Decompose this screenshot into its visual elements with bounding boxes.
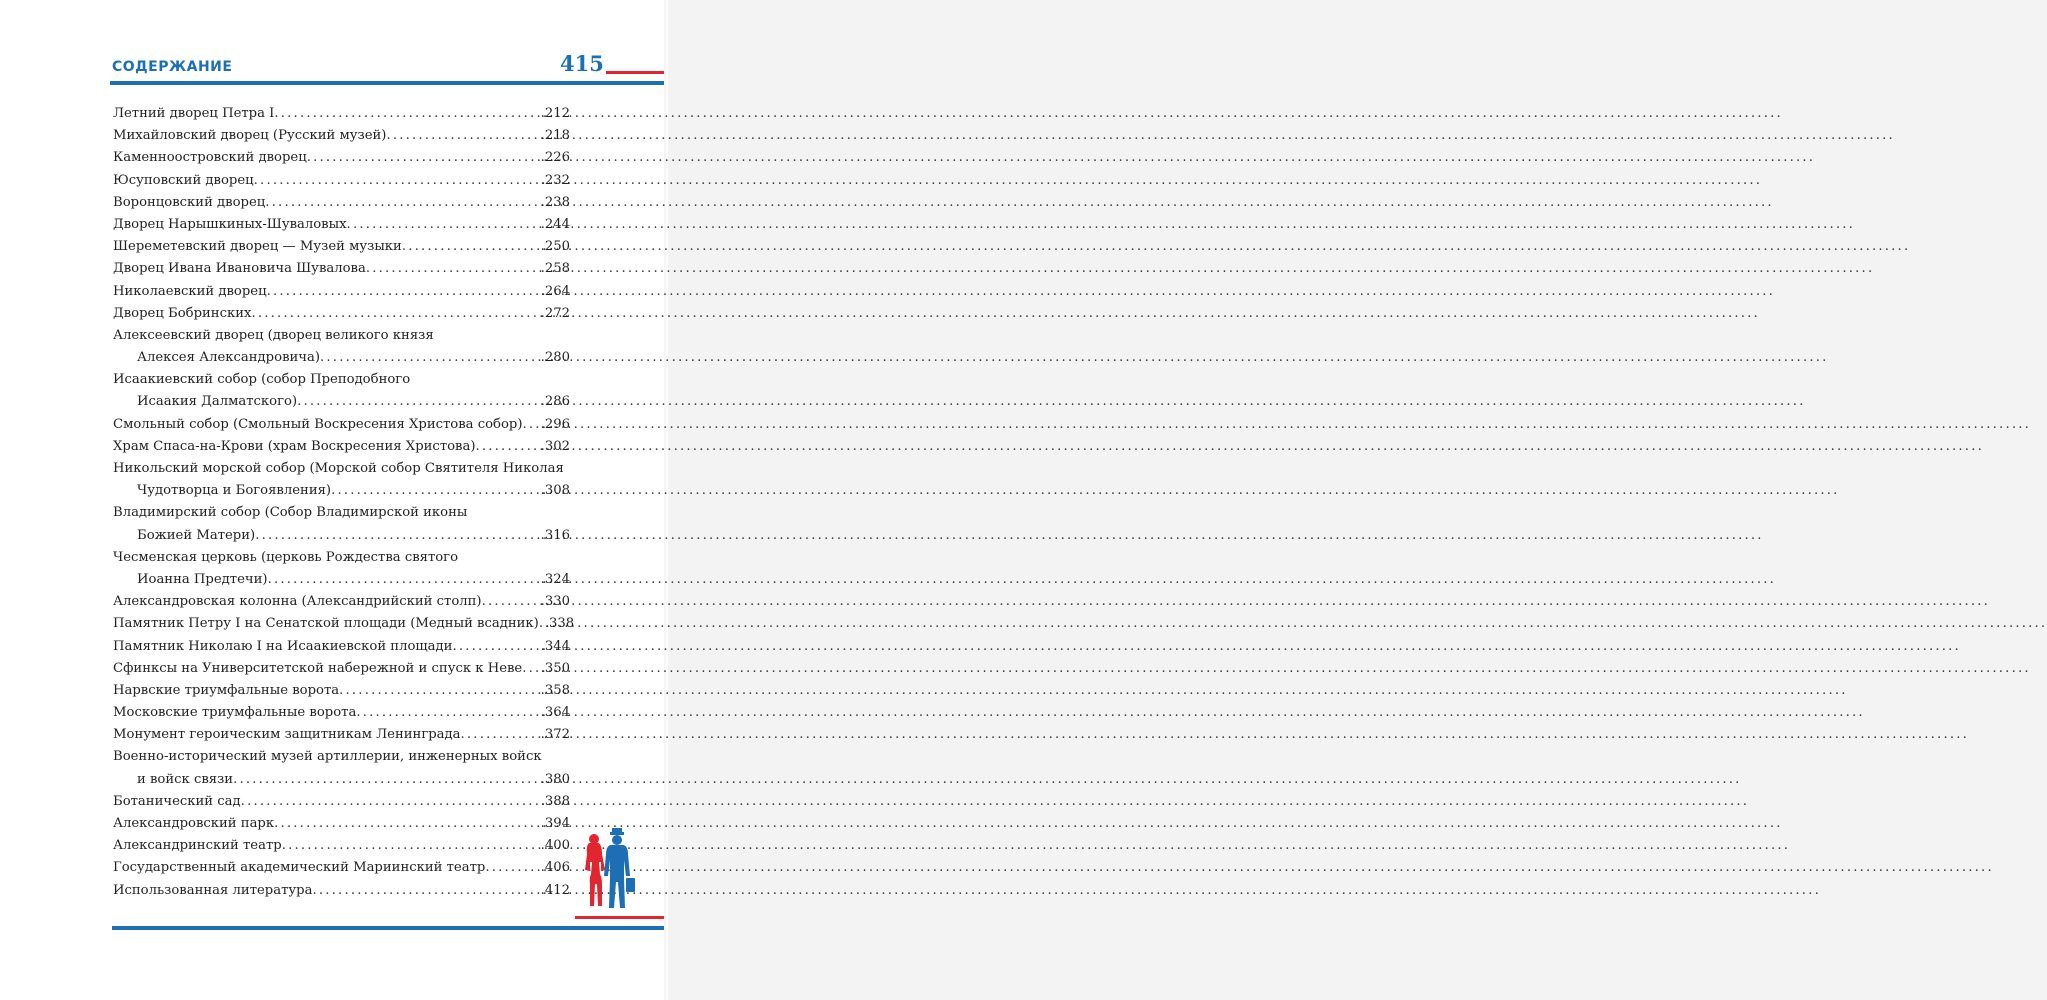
toc-page-number: .232 — [540, 172, 570, 188]
page-number: 415 — [560, 51, 604, 76]
toc-dot-leader — [312, 880, 540, 902]
toc-entry — [113, 103, 570, 125]
toc-entry-title: Исаакиевский собор (собор Преподобного — [113, 372, 411, 388]
toc-page-number: .218 — [540, 128, 570, 144]
toc-page-number: .372 — [540, 727, 570, 743]
toc-entry-title: Московские триумфальные ворота — [113, 705, 357, 721]
toc-page-number: .324 — [540, 571, 570, 587]
toc-entry-title: Монумент героическим защитникам Ленинграда — [113, 727, 461, 743]
toc-entry — [113, 214, 570, 236]
toc-entry — [113, 436, 570, 458]
toc-dot-leader — [347, 214, 541, 236]
table-of-contents — [113, 103, 575, 902]
book-page — [0, 0, 668, 1000]
toc-page-number: .296 — [540, 416, 570, 432]
toc-entry-title: Шереметевский дворец — Музей музыки — [113, 239, 402, 255]
toc-dot-leader — [482, 591, 541, 613]
toc-entry — [113, 880, 570, 902]
toc-entry — [113, 192, 570, 214]
toc-dot-leader — [331, 480, 541, 502]
toc-entry — [113, 702, 570, 724]
toc-entry-title: Храм Спаса-на-Крови (храм Воскресения Христова) — [113, 438, 476, 454]
toc-entry-title: Дворец Бобринских — [113, 305, 252, 321]
toc-entry — [113, 724, 570, 746]
toc-page-number: .358 — [540, 682, 570, 698]
toc-page-number: .212 — [540, 106, 570, 121]
toc-dot-leader — [274, 103, 540, 125]
toc-dot-leader — [402, 236, 541, 258]
toc-entry — [113, 680, 570, 702]
toc-entry — [113, 591, 570, 613]
toc-entry-title: Юсуповский дворец — [113, 172, 254, 188]
toc-entry-title: Воронцовский дворец — [113, 194, 266, 210]
toc-page-number: .272 — [540, 305, 570, 321]
toc-entry-title: Иоанна Предтечи) — [137, 571, 268, 587]
toc-entry-title: Смольный собор (Смольный Воскресения Христова собор) — [113, 416, 523, 432]
toc-dot-leader — [274, 813, 541, 835]
toc-page-number: .406 — [540, 860, 570, 876]
toc-entry-title: Каменноостровский дворец — [113, 150, 307, 166]
toc-entry-title: Божией Матери) — [137, 527, 256, 543]
toc-entry — [113, 281, 570, 303]
toc-dot-leader — [307, 147, 541, 169]
toc-page-number: .400 — [540, 838, 570, 854]
toc-entry — [113, 547, 570, 569]
toc-entry — [113, 369, 570, 391]
toc-page-number: .308 — [540, 483, 570, 499]
toc-entry-title: Чудотворца и Богоявления) — [137, 483, 332, 499]
toc-entry — [113, 458, 570, 480]
toc-dot-leader — [523, 414, 541, 436]
toc-dot-leader — [356, 702, 540, 724]
toc-page-number: .316 — [540, 527, 570, 543]
toc-entry-title: Владимирский собор (Собор Владимирской иконы — [113, 505, 468, 521]
toc-entry-title: Памятник Николаю I на Исаакиевской площади — [113, 638, 453, 654]
toc-dot-leader — [320, 347, 541, 369]
toc-dot-leader — [241, 791, 541, 813]
toc-entry-title: Сфинксы на Университетской набережной и спуск к Неве — [113, 660, 523, 676]
toc-page-number: .244 — [540, 216, 570, 232]
toc-entry — [113, 236, 570, 258]
toc-page-number: .380 — [540, 771, 570, 787]
toc-entry — [113, 769, 570, 791]
toc-dot-leader — [268, 569, 541, 591]
toc-entry — [113, 746, 570, 768]
toc-dot-leader — [339, 680, 541, 702]
toc-entry — [113, 391, 570, 413]
toc-dot-leader — [386, 125, 540, 147]
toc-page-number: .388 — [540, 793, 570, 809]
toc-entry-title: Алексея Александровича) — [137, 350, 321, 366]
toc-page-number: .350 — [540, 660, 570, 676]
toc-dot-leader — [267, 281, 541, 303]
header-red-stripe — [606, 71, 664, 74]
toc-entry-title: Летний дворец Петра I — [113, 106, 275, 121]
toc-entry — [113, 480, 570, 502]
header-blue-rule — [110, 81, 664, 85]
toc-dot-leader — [366, 258, 541, 280]
toc-entry — [113, 125, 570, 147]
toc-entry — [113, 325, 570, 347]
toc-page-number: .226 — [540, 150, 570, 166]
toc-dot-leader — [254, 170, 541, 192]
toc-entry — [113, 170, 570, 192]
toc-page-number: .250 — [540, 239, 570, 255]
toc-entry — [113, 791, 570, 813]
toc-entry-title: и войск связи — [137, 771, 234, 787]
toc-entry-title: Чесменская церковь (церковь Рождества святого — [113, 549, 459, 565]
toc-page-number: .258 — [540, 261, 570, 277]
toc-entry — [113, 636, 570, 658]
toc-entry — [113, 502, 570, 524]
header-title: СОДЕРЖАНИЕ — [112, 59, 233, 75]
toc-entry — [113, 147, 570, 169]
toc-dot-leader — [461, 724, 541, 746]
toc-dot-leader — [522, 658, 540, 680]
toc-page-number: .264 — [540, 283, 570, 299]
footer-blue-rule — [112, 926, 664, 930]
toc-dot-leader — [485, 857, 540, 879]
toc-dot-leader — [265, 192, 540, 214]
toc-page-number: .412 — [540, 882, 570, 898]
toc-entry — [113, 414, 570, 436]
toc-entry — [113, 347, 570, 369]
toc-page-number: .330 — [540, 594, 570, 610]
toc-entry-title: Военно-исторический музей артиллерии, инженерных войск — [113, 749, 542, 765]
toc-entry-title: Дворец Ивана Ивановича Шувалова — [113, 261, 366, 277]
toc-page-number: .364 — [540, 705, 570, 721]
toc-dot-leader — [297, 391, 541, 413]
toc-entry — [113, 857, 570, 879]
toc-entry-title: Александровская колонна (Александрийский столп) — [113, 594, 482, 610]
toc-entry-title: Михайловский дворец (Русский музей) — [113, 128, 387, 144]
toc-entry-title: Нарвские триумфальные ворота — [113, 682, 340, 698]
toc-entry — [113, 613, 575, 635]
toc-page-number: .338 — [544, 616, 575, 632]
toc-entry-title: Государственный академический Мариинский театр — [113, 860, 486, 876]
toc-entry — [113, 258, 570, 280]
toc-entry-title: Памятник Петру I на Сенатской площади (Медный всадник) — [113, 616, 539, 632]
toc-entry-title: Использованная литература — [113, 882, 313, 898]
toc-entry-title: Исаакия Далматского) — [137, 394, 298, 410]
toc-page-number: .280 — [540, 350, 570, 366]
footer-red-stripe — [575, 916, 664, 919]
toc-entry — [113, 569, 570, 591]
couple-silhouette-icon — [575, 832, 637, 910]
toc-dot-leader — [233, 769, 541, 791]
toc-page-number: .238 — [540, 194, 570, 210]
toc-entry — [113, 813, 570, 835]
toc-entry-title: Дворец Нарышкиных-Шуваловых — [113, 216, 347, 232]
toc-dot-leader — [251, 303, 540, 325]
toc-page-number: .344 — [540, 638, 570, 654]
toc-entry-title: Александринский театр — [113, 838, 282, 854]
toc-page-number: .286 — [540, 394, 570, 410]
toc-entry — [113, 658, 570, 680]
toc-entry-title: Ботанический сад — [113, 793, 241, 809]
toc-page-number: .302 — [540, 438, 570, 454]
toc-dot-leader — [452, 636, 540, 658]
toc-entry-title: Александровский парк — [113, 816, 275, 831]
toc-page-number: .394 — [540, 816, 570, 831]
toc-entry-title: Николаевский дворец — [113, 283, 267, 299]
toc-dot-leader — [255, 525, 540, 547]
toc-entry — [113, 303, 570, 325]
toc-entry — [113, 835, 570, 857]
toc-entry-title: Алексеевский дворец (дворец великого князя — [113, 327, 434, 343]
toc-entry — [113, 525, 570, 547]
toc-dot-leader — [282, 835, 541, 857]
toc-entry-title: Никольский морской собор (Морской собор Святителя Николая — [113, 461, 564, 476]
toc-dot-leader — [475, 436, 540, 458]
